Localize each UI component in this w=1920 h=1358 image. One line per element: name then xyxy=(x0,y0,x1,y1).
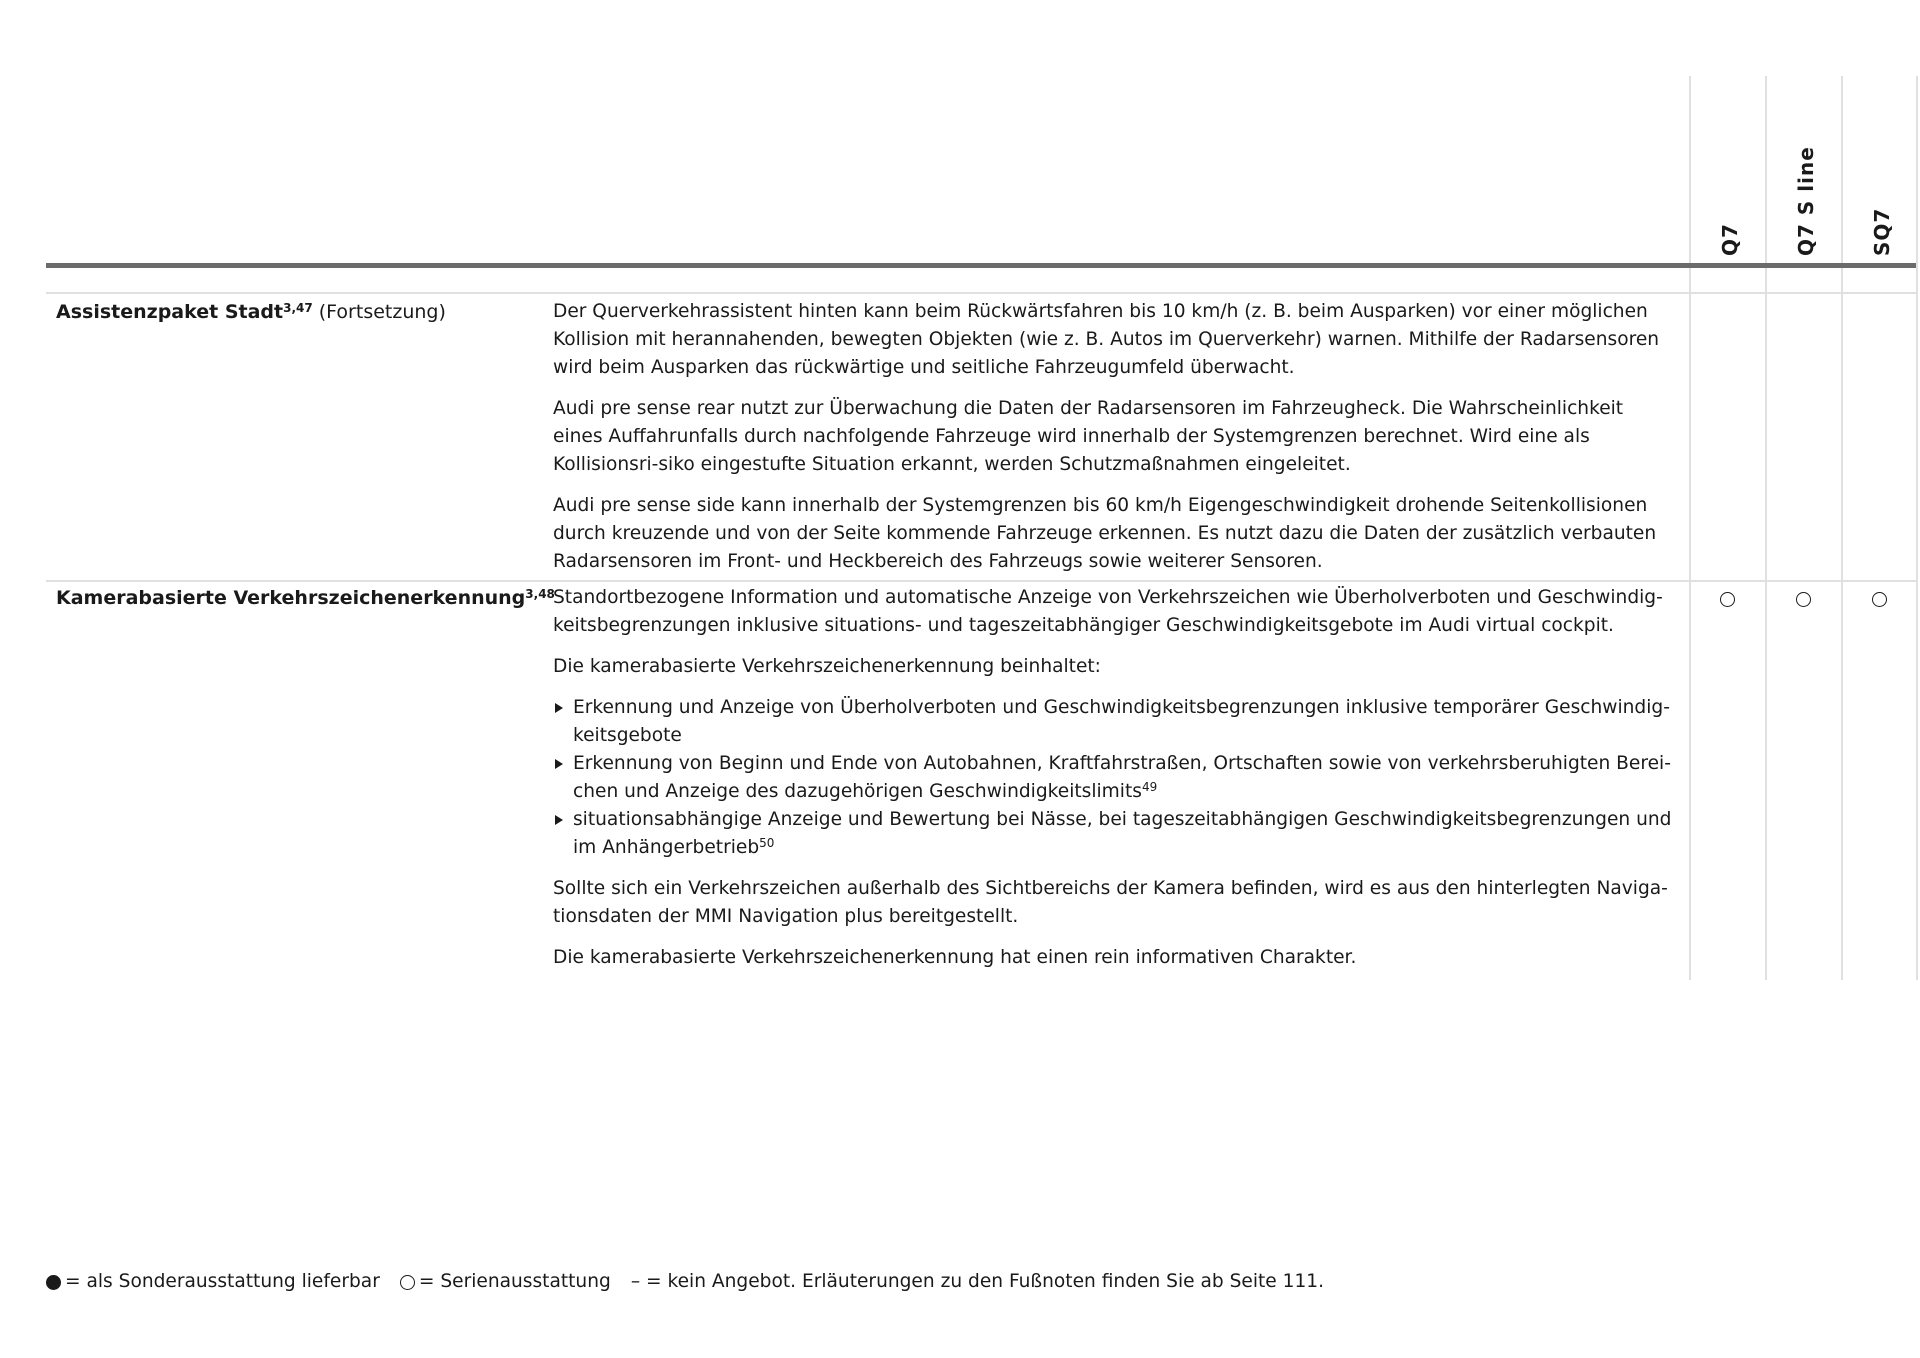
column-rule-3 xyxy=(1841,76,1843,980)
list-item xyxy=(553,806,1673,862)
legend-none: – = kein Angebot. Erläuterungen zu den Fußnoten finden Sie ab Seite 111. xyxy=(630,1271,1325,1292)
footnote-ref: 49 xyxy=(1141,780,1158,794)
row-title-text: Kamerabasierte Verkehrszeichenerkennung xyxy=(56,587,526,609)
bullet-arrow-icon xyxy=(555,759,563,769)
row-description xyxy=(553,584,1673,972)
row-title-text: Assistenzpaket Stadt xyxy=(56,301,284,323)
paragraph: Die kamerabasierte Verkehrszeichenerkennung beinhaltet: xyxy=(553,656,1101,677)
paragraph: Sollte sich ein Verkehrszeichen außerhalb des Sichtbereichs der Kamera befinden, wird es aus den hinterlegten Naviga-tionsdaten der MMI Navigation plus bereitgestellt. xyxy=(553,878,1668,927)
list-item xyxy=(553,750,1673,806)
feature-list xyxy=(553,694,1673,862)
footnote-ref: 3,47 xyxy=(283,301,313,315)
paragraph: Standortbezogene Information und automatische Anzeige von Verkehrszeichen wie Überholverboten und Geschwindig-keitsbegrenzungen inklusive situations- und tageszeitabhängiger Geschwindigkeitsgebote im Audi virtual cockpit. xyxy=(553,587,1663,636)
footnote-ref: 50 xyxy=(759,836,775,850)
standard-equipment-icon-q7 xyxy=(1720,592,1735,607)
legend-standard: = Serienausstattung xyxy=(418,1271,611,1292)
list-item-text: Erkennung von Beginn und Ende von Autobahnen, Kraftfahrstraßen, Ortschaften sowie von verkehrsberuhigten Berei-chen und Anzeige des dazugehörigen Geschwindigkeitslimits xyxy=(573,753,1671,802)
paragraph: Die kamerabasierte Verkehrszeichenerkennung hat einen rein informativen Charakter. xyxy=(553,947,1357,968)
list-item-text: situationsabhängige Anzeige und Bewertung bei Nässe, bei tageszeitabhängigen Geschwindigkeitsbegrenzungen und im Anhängerbetrieb xyxy=(573,809,1672,858)
column-label: Q7 xyxy=(1718,223,1742,256)
column-label: Q7 S line xyxy=(1794,146,1818,256)
column-label: SQ7 xyxy=(1870,207,1894,256)
column-rule-4 xyxy=(1916,76,1918,980)
list-item-text: Erkennung und Anzeige von Überholverboten und Geschwindigkeitsbegrenzungen inklusive temporärer Geschwindig-keitsgebote xyxy=(573,697,1670,746)
bullet-arrow-icon xyxy=(555,815,563,825)
filled-circle-icon xyxy=(46,1275,61,1290)
table-top-rule xyxy=(46,292,1916,294)
row-divider xyxy=(46,580,1916,582)
row-title-verkehrszeichenerkennung xyxy=(56,584,555,612)
row-title-assistenzpaket-stadt xyxy=(56,298,446,326)
legend xyxy=(46,1270,1324,1294)
column-header-q7-s-line xyxy=(1794,146,1818,257)
paragraph: Audi pre sense rear nutzt zur Überwachung die Daten der Radarsensoren im Fahrzeugheck. Die Wahrscheinlichkeit eines Auffahrunfalls durch nachfolgende Fahrzeuge wird innerhalb der Systemgrenzen berechnet. Wird eine als Kollisionsri-siko eingestufte Situation erkannt, werden Schutzmaßnahmen eingeleitet. xyxy=(553,398,1624,475)
bullet-arrow-icon xyxy=(555,703,563,713)
standard-equipment-icon-sq7 xyxy=(1872,592,1887,607)
standard-equipment-icon-q7-s-line xyxy=(1796,592,1811,607)
column-rule-2 xyxy=(1765,76,1767,980)
open-circle-icon xyxy=(400,1275,415,1290)
column-header-sq7 xyxy=(1870,207,1894,257)
row-description xyxy=(553,298,1673,576)
legend-optional: = als Sonderausstattung lieferbar xyxy=(65,1271,380,1292)
paragraph: Audi pre sense side kann innerhalb der Systemgrenzen bis 60 km/h Eigengeschwindigkeit drohende Seitenkollisionen durch kreuzende und von der Seite kommende Fahrzeuge erkennen. Es nutzt dazu die Daten der zusätzlich verbauten Radarsensoren im Front- und Heckbereich des Fahrzeugs sowie weiterer Sensoren. xyxy=(553,495,1657,572)
column-rule-1 xyxy=(1689,76,1691,980)
column-header-q7 xyxy=(1718,223,1742,257)
header-rule xyxy=(46,263,1916,268)
paragraph: Der Querverkehrassistent hinten kann beim Rückwärtsfahren bis 10 km/h (z. B. beim Ausparken) vor einer möglichen Kollision mit herannahenden, bewegten Objekten (wie z. B. Autos im Querverkehr) warnen. Mithilfe der Radarsensoren wird beim Ausparken das rückwärtige und seitliche Fahrzeugumfeld überwacht. xyxy=(553,301,1660,378)
list-item xyxy=(553,694,1673,750)
footnote-ref: 3,48 xyxy=(525,587,555,601)
row-title-suffix: (Fortsetzung) xyxy=(318,301,446,323)
